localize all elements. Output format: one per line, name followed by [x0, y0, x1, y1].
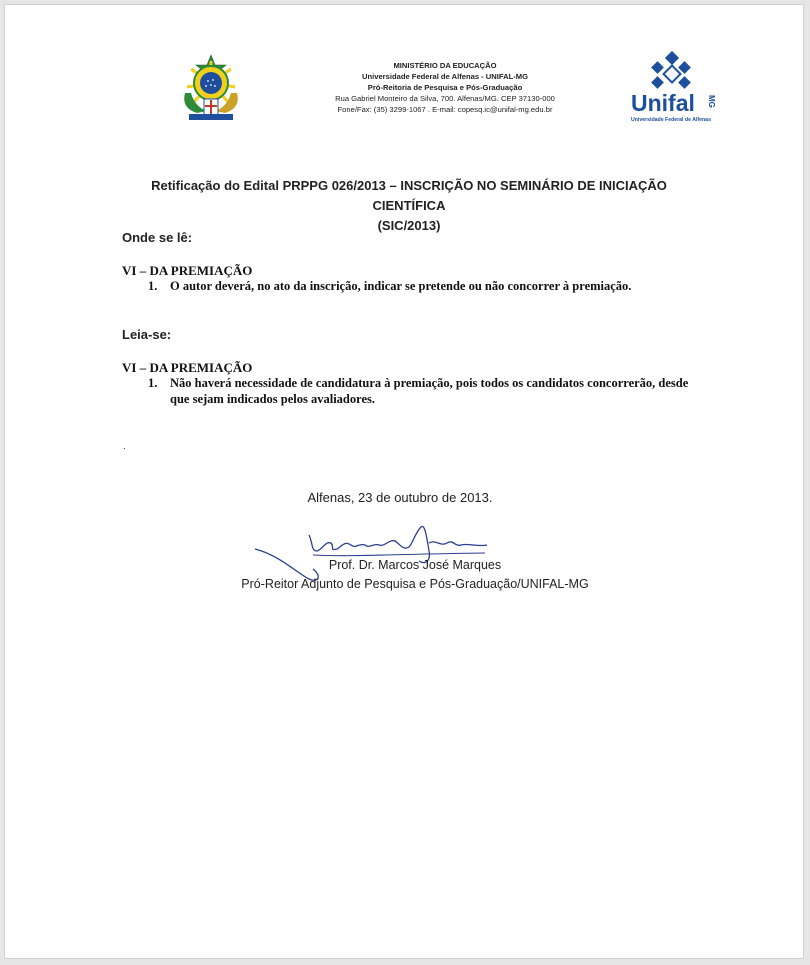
read-as-section-heading: VI – DA PREMIAÇÃO: [122, 360, 253, 375]
where-reads-item: [148, 278, 693, 294]
ministry-name: MINISTÉRIO DA EDUCAÇÃO: [393, 61, 497, 70]
where-reads-item-text: O autor deverá, no ato da inscrição, indicar se pretende ou não concorrer à premiação.: [170, 279, 632, 293]
unifal-logo-tagline: Universidade Federal de Alfenas: [631, 117, 711, 123]
department-name: Pró-Reitoria de Pesquisa e Pós-Graduação: [367, 83, 523, 92]
where-reads-label: Onde se lê:: [122, 230, 193, 245]
title-line-1: Retificação do Edital PRPPG 026/2013 – INSCRIÇÃO NO SEMINÁRIO DE INICIAÇÃO CIENTÍFICA: [151, 178, 667, 213]
read-as-item-number: 1.: [148, 376, 158, 390]
page-title: [115, 176, 703, 236]
contact-line: Fone/Fax: (35) 3299-1067 . E-mail: copesq.ic@unifal-mg.edu.br: [337, 105, 553, 114]
signer-name: Prof. Dr. Marcos José Marques: [328, 558, 502, 572]
unifal-logo-mark: [651, 51, 691, 89]
unifal-logo-name: Unifal: [631, 90, 695, 116]
read-as-label: Leia-se:: [122, 327, 172, 342]
signer-block: [205, 556, 625, 594]
stray-mark: .: [123, 441, 126, 452]
where-reads-item-number: 1.: [148, 279, 158, 293]
document-date: Alfenas, 23 de outubro de 2013.: [307, 490, 493, 505]
document-page: [4, 4, 804, 959]
read-as-item: [148, 375, 693, 407]
signer-title: Pró-Reitor Adjunto de Pesquisa e Pós-Graduação/UNIFAL-MG: [241, 577, 589, 591]
unifal-logo: [627, 51, 723, 125]
unifal-logo-suffix: MG: [707, 95, 716, 108]
university-name: Universidade Federal de Alfenas - UNIFAL-MG: [362, 72, 528, 81]
brazil-coat-of-arms-icon: [175, 53, 247, 123]
title-line-2: (SIC/2013): [377, 218, 441, 233]
address-line: Rua Gabriel Monteiro da Silva, 700. Alfenas/MG. CEP 37130-000: [335, 94, 555, 103]
where-reads-section-heading: VI – DA PREMIAÇÃO: [122, 263, 253, 278]
read-as-item-text: Não haverá necessidade de candidatura à premiação, pois todos os candidatos concorrerão, desde que sejam indicados pelos avaliadores.: [170, 376, 689, 406]
letterhead: [305, 60, 585, 115]
